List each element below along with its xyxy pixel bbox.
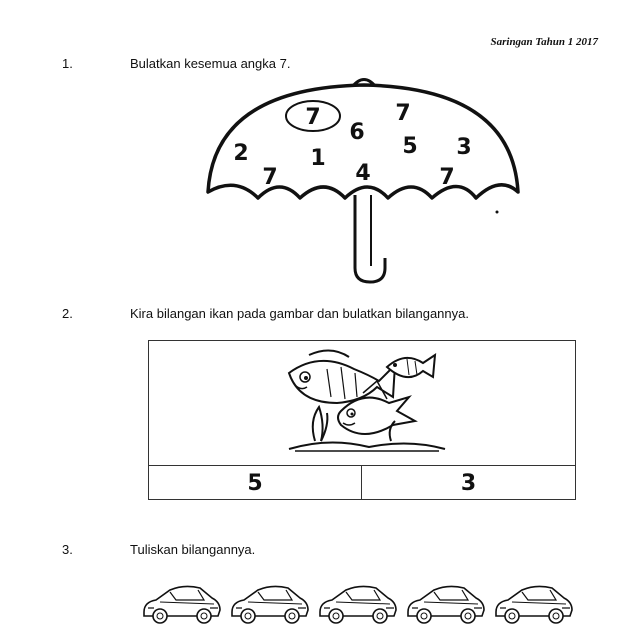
car-icon: [492, 578, 574, 626]
umbrella-digit[interactable]: 7: [395, 101, 411, 126]
fish-choice-5[interactable]: 5: [149, 466, 362, 500]
car-icon: [228, 578, 310, 626]
car-icon: [140, 578, 222, 626]
fish-choice-3[interactable]: 3: [460, 470, 477, 496]
question-1-number: 1.: [62, 56, 73, 71]
umbrella-icon: [0, 0, 638, 300]
question-3-text: Tuliskan bilangannya.: [130, 542, 256, 557]
fish-picture-cell: [149, 341, 575, 466]
umbrella-digit[interactable]: 7: [262, 165, 278, 190]
car-icon: [316, 578, 398, 626]
umbrella-digit[interactable]: 3: [456, 135, 472, 160]
question-2-number: 2.: [62, 306, 73, 321]
umbrella-digit[interactable]: 7: [305, 105, 321, 130]
umbrella-digit[interactable]: 7: [439, 165, 455, 190]
umbrella-digit[interactable]: 6: [349, 120, 365, 145]
fish-illustration: [149, 341, 577, 465]
umbrella-digit[interactable]: 5: [402, 134, 418, 159]
umbrella-digit[interactable]: 4: [355, 161, 371, 186]
question-3-number: 3.: [62, 542, 73, 557]
umbrella-digit[interactable]: 2: [233, 141, 249, 166]
car-row: [140, 578, 580, 628]
page-header-title: Saringan Tahun 1 2017: [490, 36, 598, 48]
fish-count-table: [148, 340, 576, 500]
car-icon: [404, 578, 486, 626]
question-1-text: Bulatkan kesemua angka 7.: [130, 56, 291, 71]
question-2-text: Kira bilangan ikan pada gambar dan bulatkan bilangannya.: [130, 306, 469, 321]
umbrella-digit[interactable]: 1: [310, 146, 326, 171]
